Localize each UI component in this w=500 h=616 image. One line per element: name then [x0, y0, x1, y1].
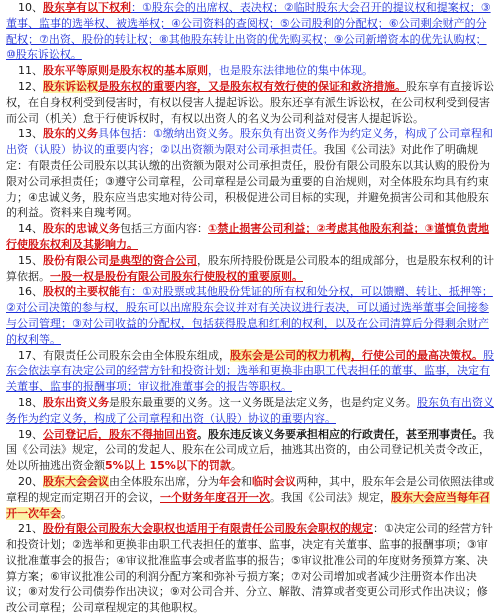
knowledge-item-16 — [6, 284, 496, 347]
item-text-segment: 年会 — [219, 474, 241, 488]
item-text-segment: 。我国《公司法》规定， — [270, 490, 391, 504]
item-text-segment: 5%以上 15%以下的罚款 — [105, 459, 231, 473]
item-number: 11、 — [18, 64, 43, 78]
item-number: 10、 — [18, 1, 43, 14]
item-text-segment: 股东的义务 — [43, 127, 98, 141]
item-text-segment: 股东大会应当每年召开一次年会 — [6, 490, 490, 520]
item-text-segment: 一股一权是股份有限公司股东行使股权的重要原则。 — [50, 269, 303, 283]
item-text-segment: 。 — [61, 506, 72, 520]
item-text-segment: 一个财务年度召开一次 — [160, 490, 270, 504]
item-text-segment: 股份有限公司 — [43, 253, 109, 267]
item-number: 13、 — [18, 127, 43, 141]
item-text-segment: 股东会是公司的权力机构 — [230, 348, 351, 362]
item-number: 14、 — [18, 222, 43, 236]
item-text-segment: ，行使公司的最高决策权。 — [351, 348, 483, 362]
knowledge-item-20 — [6, 474, 496, 521]
item-text-segment: 。 — [230, 459, 242, 473]
item-text-segment: 有限责任公司股东会由全体股东组成， — [43, 348, 230, 362]
item-number: 21、 — [18, 522, 43, 536]
item-number: 18、 — [18, 395, 43, 409]
item-text-segment: ，也是股东法律地位的集中体现。 — [208, 64, 373, 78]
item-text-segment: 股东会依法享有决定公司的经营方针和投资计划；选举和更换非由职工代表担任的董事、监事，决定有关董事、监事的报酬事项；审议批准董事会的报告等职权。 — [6, 348, 494, 394]
item-text-segment: 公司登记后，股东不得抽回出资 — [43, 427, 197, 441]
item-text-segment: 股东享有直接诉讼权，在自身权利受到侵害时，有权以侵害人提起诉讼。股东还享有派生诉讼权，在公司权利受到侵害而公司（机关）怠于行使诉权时，有权以出资人的名义为公司利益对侵害人提起诉讼。 — [6, 79, 494, 125]
item-text-segment: 股份有限公司股东大会职权也适用于有限责任公司股东会职权的规定 — [43, 522, 373, 536]
knowledge-item-11 — [6, 63, 496, 79]
knowledge-item-13 — [6, 126, 496, 221]
item-text-segment: 股东平等原则是股东权的基本原则 — [43, 64, 208, 78]
item-text-segment: 是股东权的重要内容，又是股东权有效行使的保证和救济措施。 — [98, 79, 406, 93]
knowledge-item-18 — [6, 395, 496, 427]
item-text-segment: 股权的主要权能 — [43, 285, 120, 299]
item-text-segment: ：①决定公司的经营方针和投资计划；②选举和更换非由职工代表担任的董事、监事，决定有关董事、监事的报酬事项；③审议批准董事会的报告；④审议批准监事会或者监事的报告；⑤审议批准公司的年度财务预算方案、决算方案；⑥审议批准公司的利润分配方案和弥补亏损方案；⑦对公司增加或者减少注册资本作出决议；⑧对发行公司债券作出决议；⑨对公司合并、分立、解散、清算或者变更公司形式作出决议；修改公司章程；公司章程规定的其他职权。 — [6, 522, 493, 615]
item-text-segment: 股东的忠诚义务 — [43, 222, 120, 236]
knowledge-item-19 — [6, 427, 496, 474]
item-number: 12、 — [18, 79, 43, 93]
knowledge-item-10 — [6, 0, 496, 63]
item-text-segment: 我国《公司法》对此作了明确规定：有限责任公司股东以其认缴的出资额为限对公司承担责任，股份有限公司股东以其认购的股份为限对公司承担责任；③遵守公司章程，公司章程是公司最为重要的自治规则，对全体股东均具有约束力；④忠诚义务，股东应当忠实地对待公司，积极促进公司目标的实现，并避免损害公司和其他股东的利益。资料来自瑰考网。 — [6, 143, 490, 220]
item-text-segment: ：①股东会的出席权、表决权；②临时股东大会召开的提议权和提案权；③董事、监事的选举权、被选举权；④公司资料的查阅权；⑤公司股利的分配权；⑥公司剩余财产的分配权；⑦出资、股份的转让权；⑧其他股东转让出资的优先购买权；⑨公司新增资本的优先认购权；⑩股东诉讼权。 — [6, 1, 491, 62]
item-text-segment: 包括三方面内容： — [120, 222, 208, 236]
item-text-segment: 是股东最重要的义务。这一义务既是法定义务，也是约定义务。 — [109, 395, 417, 409]
item-text-segment: 股东出资义务 — [43, 395, 109, 409]
item-text-segment: 。股东违反该义务要承担相应的行政责任，甚至刑事责任。 — [197, 427, 483, 441]
item-text-segment: 股东负有出资义务作为约定义务，构成了公司章程和出资（认股）协议的重要内容；②以出资额为限对公司承担责任。 — [6, 127, 493, 157]
knowledge-item-12 — [6, 79, 496, 126]
item-text-segment: 股东享有以下权利 — [43, 1, 131, 14]
item-number: 20、 — [18, 474, 43, 488]
item-text-segment: 由全体股东出席，分为 — [109, 474, 219, 488]
item-text-segment: 和 — [241, 474, 252, 488]
item-number: 17、 — [18, 348, 43, 362]
item-number: 19、 — [18, 427, 43, 441]
knowledge-item-17 — [6, 348, 496, 395]
item-text-segment: ，股东所持股份既是公司股本的组成部分，也是股东权利的计算依据。 — [6, 253, 494, 283]
item-number: 15、 — [18, 253, 43, 267]
item-text-segment: 股东负有出资义务作为约定义务，构成了公司章程和出资（认股）协议的重要内容。 — [6, 395, 494, 425]
knowledge-item-15 — [6, 253, 496, 285]
item-text-segment: 我国《公司法》规定，公司的发起人、股东在公司成立后，抽逃其出资的，由公司登记机关责令改正，处以所抽逃出资金额 — [6, 427, 494, 473]
item-text-segment: 两种，其中，股东年会是公司依照法律或章程的规定而定期召开的会议， — [6, 474, 494, 504]
item-text-segment: 临时会议 — [252, 474, 296, 488]
item-number: 16、 — [18, 285, 43, 299]
item-text-segment: 有：①对股票或其他股份凭证的所有权和处分权，可以馈赠、转让、抵押等；②对公司决策的参与权，股东可以出席股东会议并对有关决议进行表决，可以通过选举董事会间接参与公司管理；③对公司收益的分配权，包括获得股息和红利的权利，以及在公司清算后分得剩余财产的权利等。 — [6, 285, 493, 346]
knowledge-item-21 — [6, 521, 496, 616]
item-text-segment: 是典型的资合公司 — [109, 253, 197, 267]
item-text-segment: 股东诉讼权 — [43, 79, 98, 93]
item-text-segment: 股东大会会议 — [43, 474, 109, 488]
knowledge-item-14 — [6, 221, 496, 253]
item-text-segment: 具体包括：①缴纳出资义务。 — [98, 127, 240, 141]
item-text-segment: ①禁止损害公司利益；②考虑其他股东利益；③谨慎负责地行使股东权利及其影响力。 — [6, 222, 489, 251]
